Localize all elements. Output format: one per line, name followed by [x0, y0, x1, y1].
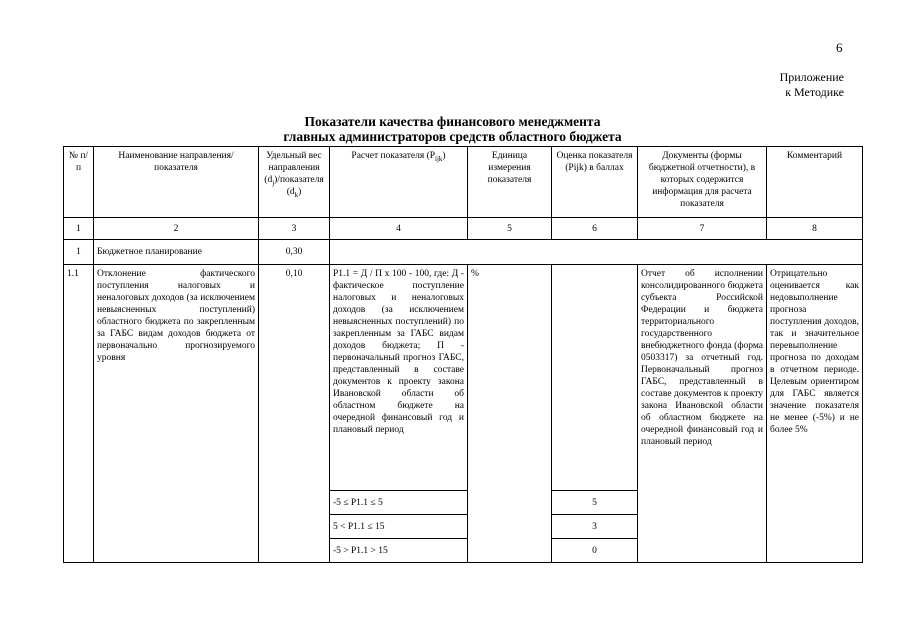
- col-number: 2: [94, 218, 259, 240]
- header-calc-b: ): [442, 151, 446, 161]
- title-line-1: Показатели качества финансового менеджмента: [304, 114, 601, 129]
- indicators-table: [63, 146, 863, 563]
- score-condition: -5 ≤ P1.1 ≤ 5: [330, 491, 468, 515]
- header-num: № п/п: [64, 147, 94, 218]
- col-number: 8: [767, 218, 863, 240]
- section-weight: 0,30: [259, 240, 330, 265]
- header-docs: Документы (формы бюджетной отчетности), в которых содержится информация для расчета показателя: [638, 147, 767, 218]
- header-name: Наименование направления/показателя: [94, 147, 259, 218]
- col-number: 6: [552, 218, 638, 240]
- indicator-comment: Отрицательно оценивается как недовыполнение прогноза поступления доходов, так и значительное перевыполнение прогноза по доходам в отчетном периоде. Целевым ориентиром для ГАБС является значение показателя не менее (-5%) и не более 5%: [767, 265, 863, 563]
- score-points: 0: [552, 539, 638, 563]
- section-num: 1: [64, 240, 94, 265]
- header-calc: [330, 147, 468, 218]
- col-number: 7: [638, 218, 767, 240]
- header-weight-a: Удельный вес направления (d: [264, 151, 322, 185]
- sub-j: j: [272, 178, 275, 187]
- document-title: [0, 114, 905, 144]
- indicator-unit: %: [468, 265, 552, 563]
- indicator-num: 1.1: [64, 265, 94, 563]
- header-unit: Единица измерения показателя: [468, 147, 552, 218]
- header-weight-c: ): [298, 187, 302, 197]
- table-header-row: [64, 147, 863, 218]
- col-number: 3: [259, 218, 330, 240]
- score-condition: 5 < P1.1 ≤ 15: [330, 515, 468, 539]
- sub-ijk: ijk: [435, 154, 443, 163]
- section-name: Бюджетное планирование: [94, 240, 259, 265]
- indicator-name: Отклонение фактического поступления налоговых и неналоговых доходов (за исключением невыясненных поступлений) областного бюджета по закрепленным за ГАБС видам доходов бюджета от первоначально прогнозируемого уровня: [94, 265, 259, 563]
- col-number: 5: [468, 218, 552, 240]
- column-numbers-row: [64, 218, 863, 240]
- header-weight: [259, 147, 330, 218]
- title-line-2: главных администраторов средств областного бюджета: [283, 129, 622, 144]
- section-empty: [330, 240, 863, 265]
- col-number: 1: [64, 218, 94, 240]
- header-calc-a: Расчет показателя (P: [351, 151, 436, 161]
- appendix-label: [780, 70, 844, 100]
- header-weight-b: )/показателя (d: [274, 175, 324, 197]
- appendix-line-2: к Методике: [785, 85, 844, 99]
- score-points: 3: [552, 515, 638, 539]
- header-score: Оценка показателя (Pijk) в баллах: [552, 147, 638, 218]
- indicator-calc: P1.1 = Д / П х 100 - 100, где: Д - фактическое поступление налоговых и неналоговых доходов (за исключением невыясненных поступлений) по закрепленным за ГАБС видам доходов бюджета; П - первоначальный прогноз ГАБС, представленный в составе документов к проекту закона Ивановской области об областном бюджете на очередной финансовый год и плановый период: [330, 265, 468, 491]
- col-number: 4: [330, 218, 468, 240]
- header-comment: Комментарий: [767, 147, 863, 218]
- indicator-row: [64, 265, 863, 491]
- score-condition: -5 > P1.1 > 15: [330, 539, 468, 563]
- indicator-weight: 0,10: [259, 265, 330, 563]
- score-points: 5: [552, 491, 638, 515]
- appendix-line-1: Приложение: [779, 70, 844, 84]
- sub-k: k: [294, 190, 299, 199]
- section-row: [64, 240, 863, 265]
- indicator-score-empty: [552, 265, 638, 491]
- page-number: 6: [836, 40, 843, 55]
- indicator-docs: Отчет об исполнении консолидированного бюджета субъекта Российской Федерации и бюджета территориального государственного внебюджетного фонда (форма 0503317) за отчетный год. Первоначальный прогноз ГАБС, представленный в составе документов к проекту закона Ивановской области об областном бюджете на очередной финансовый год и плановый период: [638, 265, 767, 563]
